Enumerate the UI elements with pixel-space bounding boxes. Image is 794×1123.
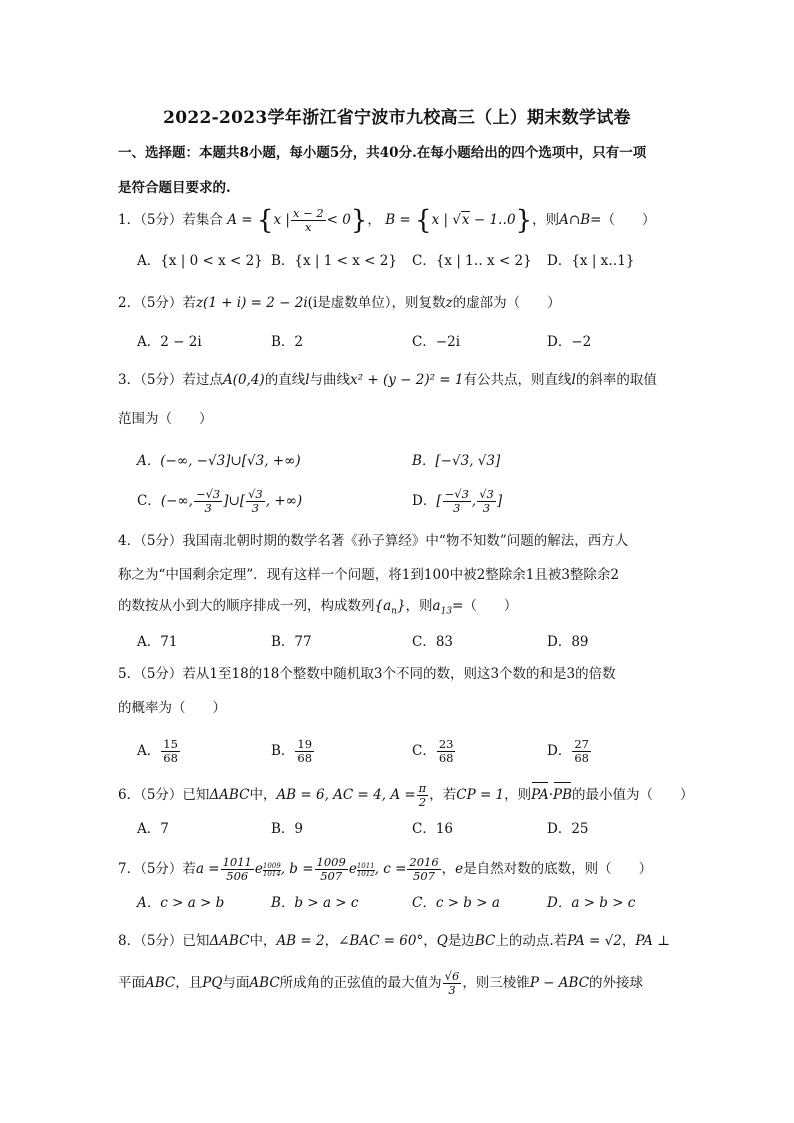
q8-l2j: 的外接球 <box>589 975 644 991</box>
q8-e: ， <box>324 933 339 949</box>
question-8-line1 <box>118 931 688 951</box>
q6-a: 6．（5分）已知 <box>118 787 210 803</box>
q3-option-b: B．[−√3, √3] <box>412 453 501 469</box>
q8-n: PA ⊥ <box>635 933 670 949</box>
question-7 <box>118 856 688 883</box>
q7-option-d: D．a > b > c <box>547 895 636 911</box>
q2-option-c: C．−2i <box>412 334 461 350</box>
q8-j: BC <box>474 933 496 949</box>
q1-prefix: 1．（5分）若集合 <box>118 212 223 228</box>
q8-b: ΔABC <box>209 933 250 949</box>
q8-l2i: P − ABC <box>529 975 590 991</box>
q8-h: Q <box>436 933 448 949</box>
page-title: 2022-2023学年浙江省宁波市九校高三（上）期末数学试卷 <box>163 108 631 128</box>
q1-sep: ， <box>367 212 381 228</box>
section-heading-line1: 一、选择题：本题共8小题，每小题5分，共40分.在每小题给出的四个选项中，只有一项 <box>118 145 647 161</box>
q3-i: 的斜率的取值 <box>575 372 657 388</box>
q1-option-a: A．{x | 0 < x < 2} <box>137 253 263 269</box>
q2-option-a: A．2 − 2i <box>137 334 202 350</box>
q4-term: $a_{13}$ <box>432 598 453 617</box>
q4-seq: $\{a_n\}$ <box>374 598 406 617</box>
q6-option-c: C．16 <box>412 821 454 837</box>
q4-option-a: A．71 <box>137 634 178 650</box>
q6-b: ΔABC <box>209 787 250 803</box>
q3-d: l <box>305 372 310 388</box>
q4-option-d: D．89 <box>547 634 589 650</box>
q2-d: z <box>445 295 453 311</box>
q3-option-a: A．(−∞, −√3]∪[√3, +∞) <box>137 453 301 469</box>
q6-option-b: B．9 <box>271 821 304 837</box>
question-1 <box>118 207 688 234</box>
q7-option-a: A．c > a > b <box>137 895 225 911</box>
q3-e: 与曲线 <box>309 372 351 388</box>
q8-l2e: 与面 <box>222 975 250 991</box>
q8-k: 上的动点.若 <box>495 933 568 949</box>
q3-d-label: D． <box>412 493 437 509</box>
q8-l2f: ABC <box>249 975 280 991</box>
q3-option-c: C．(−∞, $\frac{-√3}{3}$ ]∪[ $\frac{√3}{3}$ , +∞) <box>137 487 303 515</box>
q7-option-c: C．c > b > a <box>412 895 500 911</box>
q8-m: ， <box>621 933 636 949</box>
q1-tail: =（ ） <box>590 212 656 228</box>
question-8-line2: 平面ABC，且PQ与面ABC所成角的正弦值的最大值为 $\frac{√6}{3}$ ，则三棱锥P − ABC的外接球 <box>118 969 644 997</box>
q8-l2g: 所成角的正弦值的最大值为 <box>279 975 442 991</box>
q8-d: AB = 2 <box>276 933 325 949</box>
q2-option-d: D．−2 <box>547 334 592 350</box>
q3-h: l <box>571 372 576 388</box>
q5-option-c: C． $\frac{23}{68}$ <box>412 737 454 765</box>
q3-b: A(0,4) <box>222 372 265 388</box>
q4-a: 的数按从小到大的顺序排成一列，构成数列 <box>118 598 375 614</box>
q7-defs: a = $\frac{1011}{506}$ e $\frac{1009}{1014}$ , b = $\frac{1009}{507}$ e $\frac{1011}{1012}$ , c = $\frac{2016}{507}$ <box>195 855 439 883</box>
q3-g: 有公共点，则直线 <box>463 372 572 388</box>
q8-l2d: PQ <box>202 975 223 991</box>
q8-a: 8．（5分）已知 <box>118 933 210 949</box>
q6-dot: PA·PB <box>531 787 573 803</box>
q2-c: (i是虚数单位），则复数 <box>307 295 446 311</box>
q8-l2a: 平面 <box>118 975 145 991</box>
q6-e: ，若 <box>429 787 457 803</box>
q5-option-a: A． $\frac{15}{68}$ <box>137 737 178 765</box>
q4-b: ，则 <box>405 598 433 614</box>
question-6: 6．（5分）已知ΔABC中，AB = 6, AC = 4, A = $\frac{\pi}{2}$ ，若CP = 1，则PA·PB的最小值为（ ） <box>118 781 694 809</box>
question-4-line3 <box>118 596 688 622</box>
q8-l2b: ABC <box>145 975 176 991</box>
q6-d: AB = 6, AC = 4, A = <box>276 787 416 803</box>
q1-option-b: B．{x | 1 < x < 2} <box>271 253 397 269</box>
q8-l2h: ，则三棱锥 <box>462 975 530 991</box>
q6-c: 中， <box>249 787 277 803</box>
q7-option-b: B．b > a > c <box>271 895 359 911</box>
q6-h: 的最小值为（ ） <box>572 787 694 803</box>
q1-option-d: D．{x | x‥1} <box>547 253 635 269</box>
q8-f: ∠BAC = 60° <box>338 933 424 949</box>
q3-f: x² + (y − 2)² = 1 <box>350 372 464 388</box>
q2-option-b: B．2 <box>271 334 304 350</box>
q6-option-d: D．25 <box>547 821 589 837</box>
q6-g: ，则 <box>504 787 532 803</box>
q7-b: ， <box>441 861 456 877</box>
q7-a: 7．（5分）若 <box>118 861 196 877</box>
q4-option-b: B．77 <box>271 634 312 650</box>
q5-option-b: B． $\frac{19}{68}$ <box>271 737 313 765</box>
q8-c: 中， <box>249 933 277 949</box>
q1-option-c: C．{x | 1‥ x < 2} <box>412 253 532 269</box>
q2-e: 的虚部为（ ） <box>452 295 561 311</box>
section-heading-line2: 是符合题目要求的. <box>118 180 231 196</box>
question-5-line1: 5．（5分）若从1至18的18个整数中随机取3个不同的数，则这3个数的和是3的倍数 <box>118 666 616 682</box>
q2-b: z(1 + i) = 2 − 2i <box>195 295 308 311</box>
question-4-line1: 4．（5分）我国南北朝时期的数学名著《孙子算经》中“物不知数”问题的解法，西方人 <box>118 533 629 549</box>
q8-g: ， <box>423 933 437 949</box>
q1-then: ，则 <box>532 212 560 228</box>
q1-set-b: B = {x | √x − 1‥0} <box>385 205 533 236</box>
q3-c: 的直线 <box>264 372 306 388</box>
q5-option-d: D． $\frac{27}{68}$ <box>547 737 589 765</box>
q1-intersection: A∩B <box>559 212 591 228</box>
q7-c: e <box>455 861 464 877</box>
q2-a: 2．（5分）若 <box>118 295 196 311</box>
q4-c: =（ ） <box>452 598 518 614</box>
question-2 <box>118 293 688 313</box>
question-5-line2: 的概率为（ ） <box>118 700 226 716</box>
question-4-line2: 称之为“中国剩余定理”．现有这样一个问题，将1到100中被2整除余1且被3整除余2 <box>118 567 620 583</box>
q8-l2c: ，且 <box>175 975 203 991</box>
q6-f: CP = 1 <box>456 787 505 803</box>
question-3-line1 <box>118 370 688 390</box>
q7-d: 是自然对数的底数，则（ ） <box>463 861 653 877</box>
question-3-line2: 范围为（ ） <box>118 411 213 427</box>
q3-a: 3．（5分）若过点 <box>118 372 223 388</box>
q1-set-a: A = {x | $\frac{x - 2}{x}$ < 0} <box>227 205 368 236</box>
q6-option-a: A．7 <box>137 821 169 837</box>
q3-option-d: D．[ $\frac{-√3}{3}$ , $\frac{√3}{3}$ ] <box>412 487 503 515</box>
q3-c-label: C． <box>137 493 161 509</box>
q4-option-c: C．83 <box>412 634 454 650</box>
q8-l: PA = √2 <box>567 933 622 949</box>
q8-i: 是边 <box>447 933 475 949</box>
